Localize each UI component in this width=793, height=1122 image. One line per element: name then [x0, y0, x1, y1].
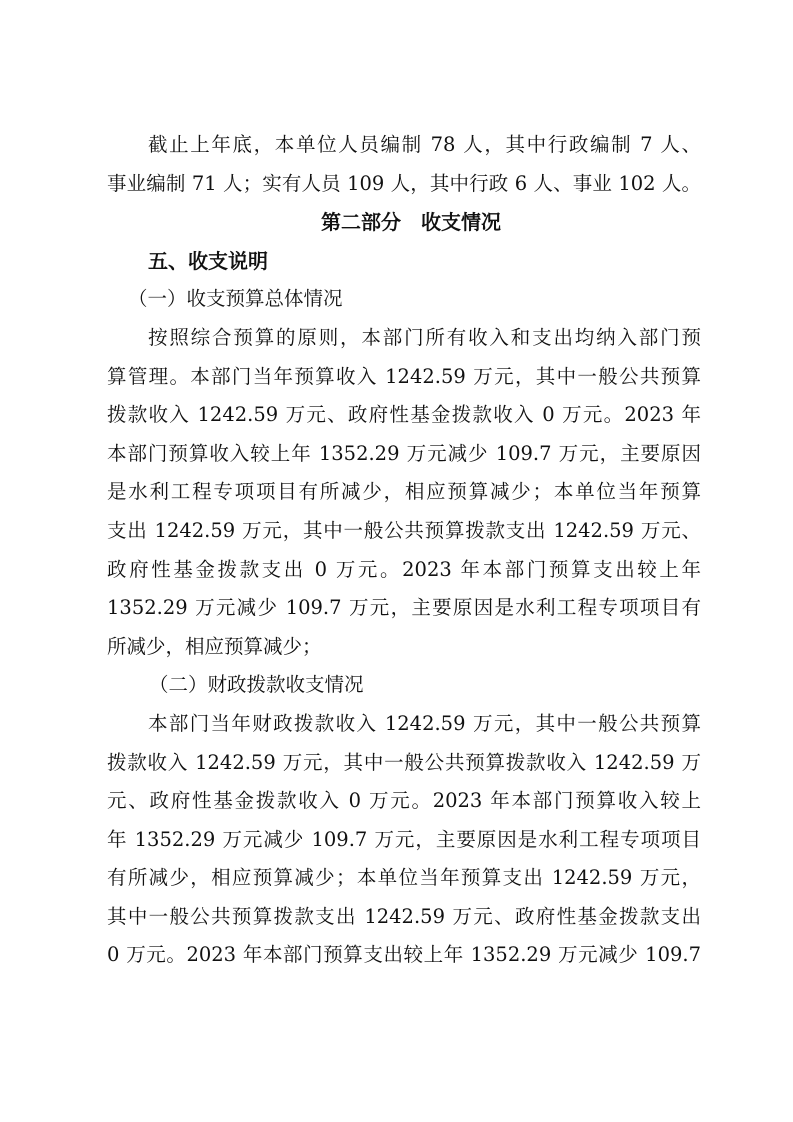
- paragraph-line: 元、政府性基金拨款收入 0 万元。2023 年本部门预算收入较上: [107, 789, 701, 813]
- subsection-title: （二）财政拨款收支情况: [149, 673, 364, 697]
- paragraph-line: 按照综合预算的原则，本部门所有收入和支出均纳入部门预: [148, 325, 701, 349]
- document-page: [107, 126, 701, 975]
- section-title: 五、收支说明: [148, 248, 268, 273]
- subsection-title: （一）收支预算总体情况: [128, 287, 343, 311]
- paragraph-line: 事业编制 71 人；实有人员 109 人，其中行政 6 人、事业 102 人。: [107, 171, 701, 195]
- paragraph-line: 本部门预算收入较上年 1352.29 万元减少 109.7 万元，主要原因: [107, 441, 701, 465]
- paragraph-line: 所减少，相应预算减少；: [107, 634, 322, 658]
- paragraph-line: 拨款收入 1242.59 万元，其中一般公共预算拨款收入 1242.59 万: [107, 750, 701, 774]
- part-title: 第二部分 收支情况: [321, 210, 501, 235]
- paragraph-line: 其中一般公共预算拨款支出 1242.59 万元、政府性基金拨款支出: [107, 904, 701, 928]
- paragraph-line: 1352.29 万元减少 109.7 万元，主要原因是水利工程专项项目有: [107, 596, 701, 620]
- paragraph-line: 有所减少，相应预算减少；本单位当年预算支出 1242.59 万元，: [107, 866, 701, 890]
- paragraph-line: 拨款收入 1242.59 万元、政府性基金拨款收入 0 万元。2023 年: [107, 403, 701, 427]
- paragraph-line: 0 万元。2023 年本部门预算支出较上年 1352.29 万元减少 109.7: [107, 943, 701, 967]
- paragraph-line: 算管理。本部门当年预算收入 1242.59 万元，其中一般公共预算: [107, 364, 701, 388]
- paragraph-line: 截止上年底，本单位人员编制 78 人，其中行政编制 7 人、: [148, 133, 701, 156]
- paragraph-line: 是水利工程专项项目有所减少，相应预算减少；本单位当年预算: [107, 480, 701, 504]
- paragraph-line: 政府性基金拨款支出 0 万元。2023 年本部门预算支出较上年: [107, 557, 701, 581]
- paragraph-line: 支出 1242.59 万元，其中一般公共预算拨款支出 1242.59 万元、: [107, 518, 701, 542]
- paragraph-line: 本部门当年财政拨款收入 1242.59 万元，其中一般公共预算: [148, 711, 701, 735]
- paragraph-line: 年 1352.29 万元减少 109.7 万元，主要原因是水利工程专项项目: [107, 827, 701, 851]
